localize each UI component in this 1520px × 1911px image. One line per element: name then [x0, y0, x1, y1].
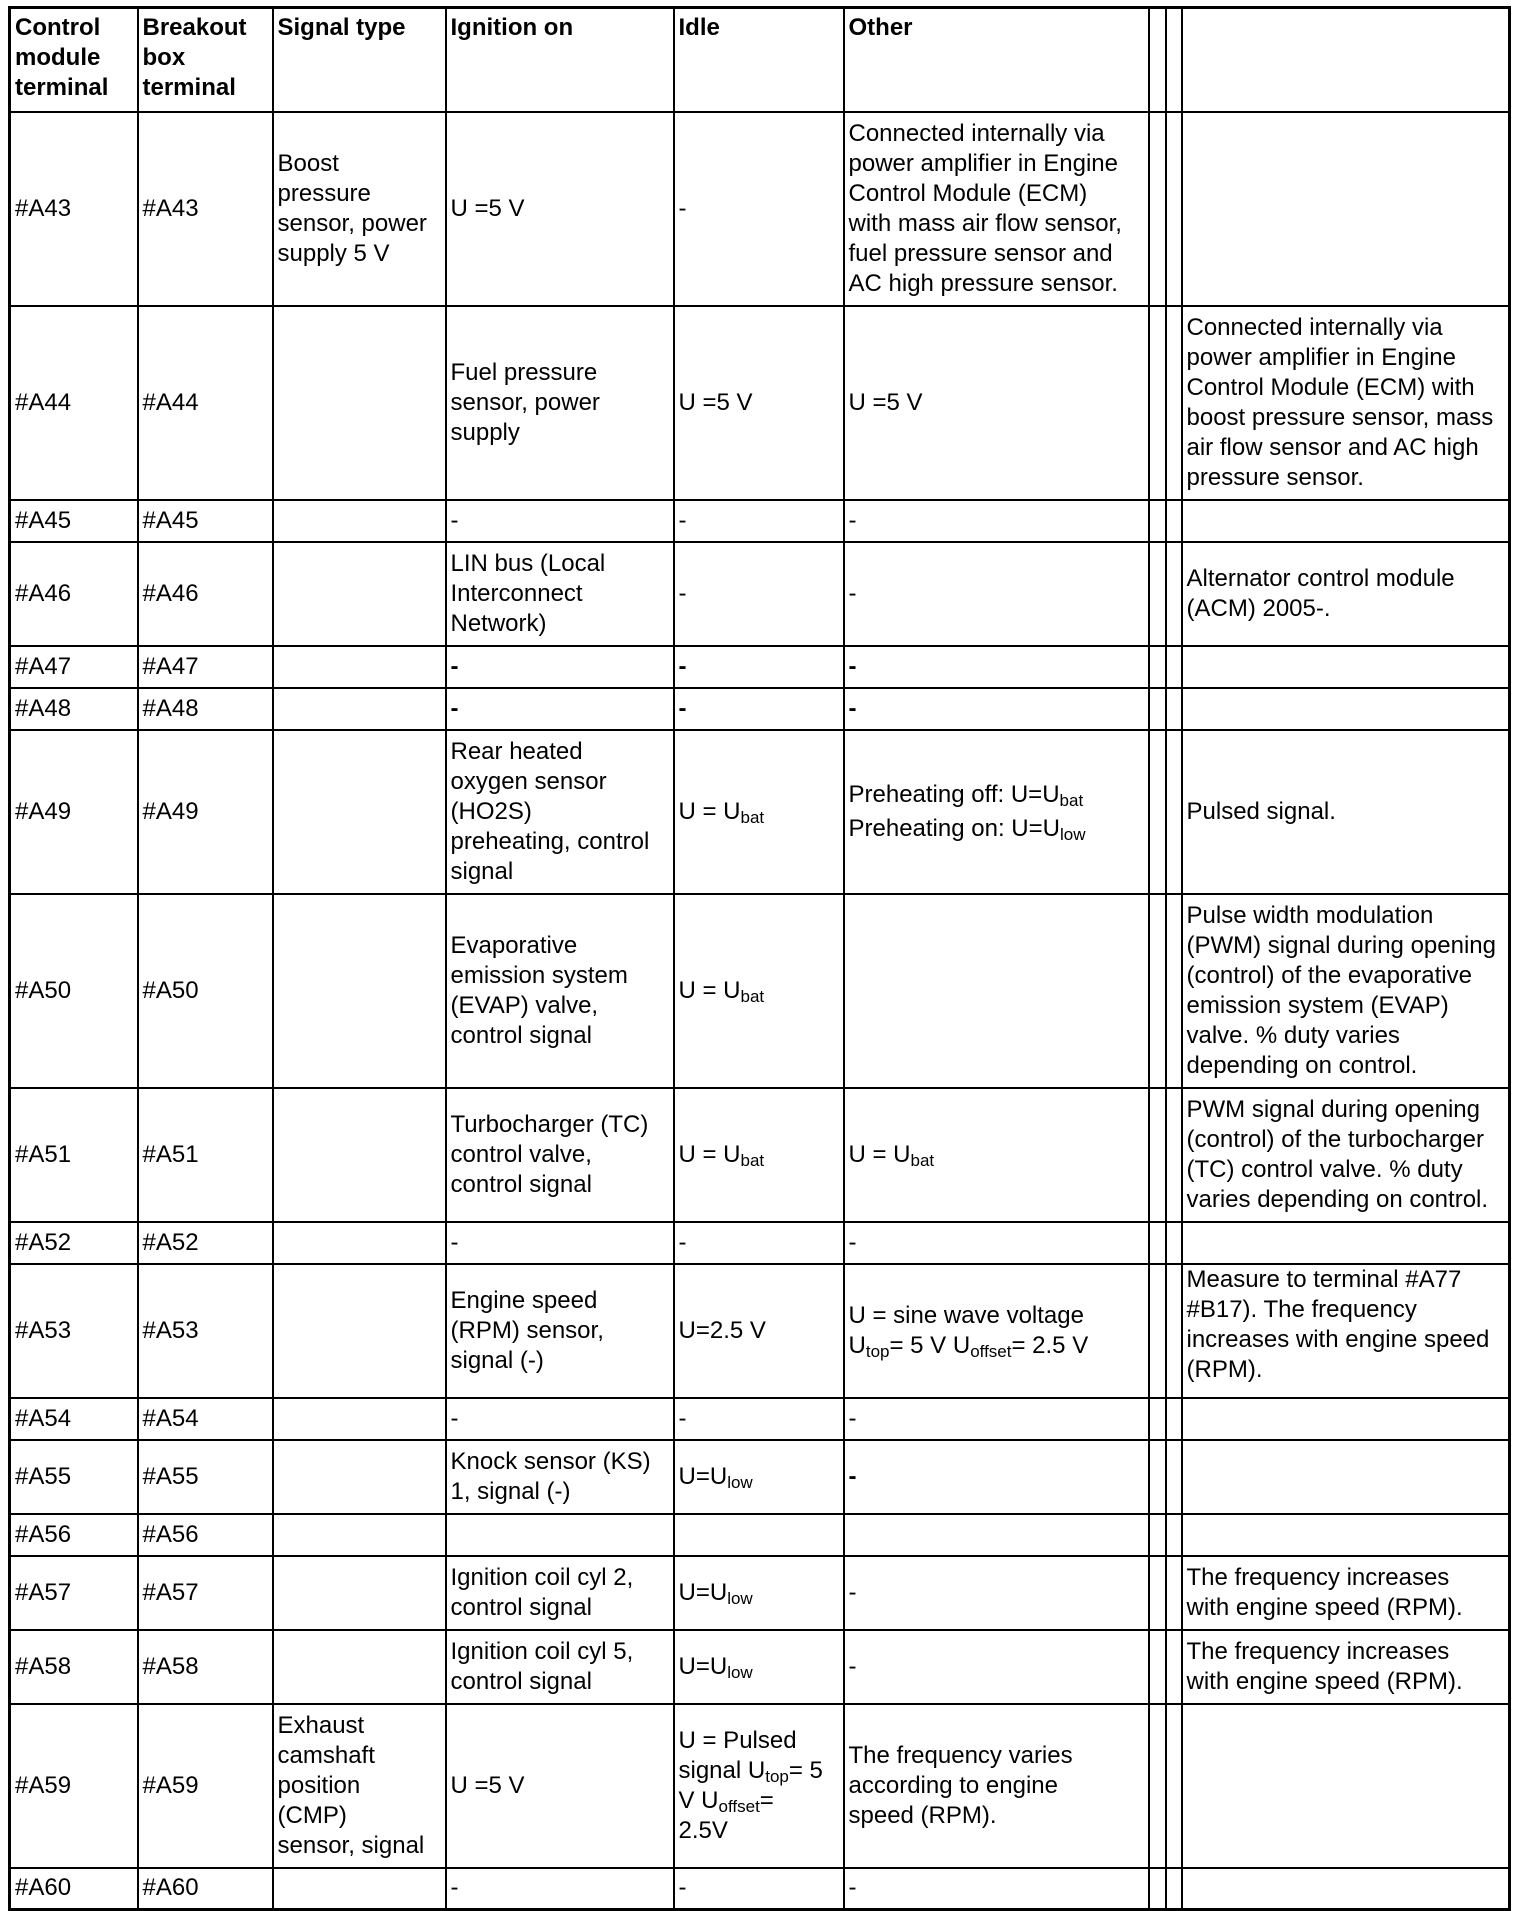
- ignition-on-value: -: [446, 1222, 674, 1264]
- ignition-on-value: -: [446, 1868, 674, 1910]
- ignition-on-value: Rear heated oxygen sensor (HO2S) preheating, control signal: [446, 730, 674, 894]
- control-module-terminal: #A58: [10, 1630, 138, 1704]
- idle-value-subscript: low: [727, 1472, 753, 1492]
- other-value: -: [844, 646, 1149, 688]
- ignition-on-value: Ignition coil cyl 2, control signal: [446, 1556, 674, 1630]
- note-value: [1182, 1868, 1510, 1910]
- header-breakout-box-terminal: Breakout box terminal: [138, 8, 273, 112]
- idle-value-text: U=U: [678, 1462, 728, 1490]
- table-row: [10, 1704, 1510, 1868]
- header-control-module-terminal: Control module terminal: [10, 8, 138, 112]
- signal-type: [273, 730, 446, 894]
- blank-cell: [1166, 1556, 1182, 1630]
- idle-value: U=2.5 V: [674, 1264, 844, 1398]
- breakout-box-terminal: #A47: [138, 646, 273, 688]
- other-line-subscript: top: [865, 1341, 890, 1361]
- control-module-terminal: #A56: [10, 1514, 138, 1556]
- idle-value: -: [674, 646, 844, 688]
- ignition-on-value: Turbocharger (TC) control valve, control signal: [446, 1088, 674, 1222]
- idle-value: [674, 1556, 844, 1630]
- idle-value-text: U = U: [678, 1140, 741, 1168]
- breakout-box-terminal: #A56: [138, 1514, 273, 1556]
- blank-cell: [1149, 500, 1166, 542]
- signal-type: [273, 1556, 446, 1630]
- breakout-box-terminal: #A49: [138, 730, 273, 894]
- blank-cell: [1149, 646, 1166, 688]
- terminal-table-page: [8, 6, 1508, 1902]
- breakout-box-terminal: #A43: [138, 112, 273, 306]
- blank-cell: [1149, 112, 1166, 306]
- ignition-on-value: Engine speed (RPM) sensor, signal (-): [446, 1264, 674, 1398]
- idle-value-subscript: low: [727, 1588, 753, 1608]
- idle-value: [674, 1630, 844, 1704]
- table-row: [10, 542, 1510, 646]
- signal-type: [273, 542, 446, 646]
- note-value: [1182, 1222, 1510, 1264]
- blank-cell: [1149, 1222, 1166, 1264]
- blank-cell: [1166, 1630, 1182, 1704]
- ignition-on-value: -: [446, 646, 674, 688]
- note-value: [1182, 1398, 1510, 1440]
- other-value: [844, 1088, 1149, 1222]
- ignition-on-value: U =5 V: [446, 1704, 674, 1868]
- note-value: The frequency increases with engine speed (RPM).: [1182, 1630, 1510, 1704]
- breakout-box-terminal: #A51: [138, 1088, 273, 1222]
- blank-cell: [1166, 112, 1182, 306]
- ignition-on-value: -: [446, 688, 674, 730]
- idle-value-text: = 5 V U: [678, 1756, 823, 1814]
- idle-value: -: [674, 688, 844, 730]
- blank-cell: [1166, 646, 1182, 688]
- header-row: [10, 8, 1510, 112]
- idle-value: -: [674, 1222, 844, 1264]
- blank-cell: [1149, 1556, 1166, 1630]
- breakout-box-terminal: #A54: [138, 1398, 273, 1440]
- blank-cell: [1149, 1704, 1166, 1868]
- breakout-box-terminal: #A44: [138, 306, 273, 500]
- ignition-on-value: Fuel pressure sensor, power supply: [446, 306, 674, 500]
- control-module-terminal: #A49: [10, 730, 138, 894]
- signal-type: [273, 306, 446, 500]
- control-module-terminal: #A48: [10, 688, 138, 730]
- other-line-text: Preheating on: U=U: [848, 814, 1060, 842]
- blank-cell: [1166, 688, 1182, 730]
- blank-cell: [1166, 730, 1182, 894]
- control-module-terminal: #A43: [10, 112, 138, 306]
- idle-value: [674, 1704, 844, 1868]
- breakout-box-terminal: #A53: [138, 1264, 273, 1398]
- blank-cell: [1149, 730, 1166, 894]
- other-value: -: [844, 1222, 1149, 1264]
- blank-cell: [1166, 542, 1182, 646]
- note-value: [1182, 1704, 1510, 1868]
- control-module-terminal: #A59: [10, 1704, 138, 1868]
- breakout-box-terminal: #A52: [138, 1222, 273, 1264]
- control-module-terminal: #A46: [10, 542, 138, 646]
- blank-cell: [1149, 1398, 1166, 1440]
- control-module-terminal: #A53: [10, 1264, 138, 1398]
- table-row: [10, 1868, 1510, 1910]
- other-line: [849, 814, 1144, 844]
- signal-type: [273, 1088, 446, 1222]
- blank-cell: [1166, 1704, 1182, 1868]
- blank-cell: [1166, 1264, 1182, 1398]
- blank-cell: [1149, 542, 1166, 646]
- note-value: Pulse width modulation (PWM) signal during opening (control) of the evaporative emission system (EVAP) valve. % duty varies depending on control.: [1182, 894, 1510, 1088]
- table-row: [10, 1398, 1510, 1440]
- ignition-on-value: Knock sensor (KS) 1, signal (-): [446, 1440, 674, 1514]
- other-value: -: [844, 688, 1149, 730]
- other-line-text: = 5 V U: [889, 1331, 971, 1359]
- idle-value: [674, 1088, 844, 1222]
- note-value: Alternator control module (ACM) 2005-.: [1182, 542, 1510, 646]
- ignition-on-value: -: [446, 1398, 674, 1440]
- blank-cell: [1166, 1868, 1182, 1910]
- signal-type: [273, 1868, 446, 1910]
- other-value: [844, 730, 1149, 894]
- control-module-terminal: #A45: [10, 500, 138, 542]
- other-line: [849, 1331, 1144, 1361]
- blank-cell: [1166, 1222, 1182, 1264]
- note-value: [1182, 1440, 1510, 1514]
- control-module-terminal: #A55: [10, 1440, 138, 1514]
- header-blank-1: [1149, 8, 1166, 112]
- other-line-text: U: [848, 1331, 866, 1359]
- table-row: [10, 500, 1510, 542]
- other-value-text: U = U: [848, 1140, 911, 1168]
- idle-value-subscript: bat: [740, 1150, 765, 1170]
- ignition-on-value: Ignition coil cyl 5, control signal: [446, 1630, 674, 1704]
- idle-value-subscript: offset: [718, 1796, 760, 1816]
- idle-value: [674, 1440, 844, 1514]
- breakout-box-terminal: #A58: [138, 1630, 273, 1704]
- ignition-on-value: U =5 V: [446, 112, 674, 306]
- blank-cell: [1149, 1088, 1166, 1222]
- idle-value-text: U=U: [678, 1652, 728, 1680]
- note-value: [1182, 646, 1510, 688]
- idle-value: [674, 730, 844, 894]
- note-value: Connected internally via power amplifier in Engine Control Module (ECM) with boost pressure sensor, mass air flow sensor and AC high pressure sensor.: [1182, 306, 1510, 500]
- blank-cell: [1149, 1514, 1166, 1556]
- idle-value: U =5 V: [674, 306, 844, 500]
- terminal-table: [8, 6, 1511, 1911]
- signal-type: [273, 688, 446, 730]
- header-other: Other: [844, 8, 1149, 112]
- blank-cell: [1166, 1398, 1182, 1440]
- signal-type: Exhaust camshaft position (CMP) sensor, signal: [273, 1704, 446, 1868]
- header-signal-type: Signal type: [273, 8, 446, 112]
- header-idle: Idle: [674, 8, 844, 112]
- idle-value: [674, 1514, 844, 1556]
- other-value: -: [844, 500, 1149, 542]
- control-module-terminal: #A47: [10, 646, 138, 688]
- other-value: -: [844, 542, 1149, 646]
- table-row: [10, 1440, 1510, 1514]
- idle-value-text: U=U: [678, 1578, 728, 1606]
- header-ignition-on: Ignition on: [446, 8, 674, 112]
- other-line-subscript: low: [1059, 824, 1086, 844]
- idle-value: -: [674, 1868, 844, 1910]
- signal-type: [273, 1264, 446, 1398]
- breakout-box-terminal: #A46: [138, 542, 273, 646]
- other-value: [844, 1514, 1149, 1556]
- idle-value: -: [674, 1398, 844, 1440]
- table-row: [10, 1556, 1510, 1630]
- other-value: -: [844, 1630, 1149, 1704]
- table-row: [10, 646, 1510, 688]
- signal-type: [273, 1222, 446, 1264]
- note-value: Measure to terminal #A77 #B17). The frequency increases with engine speed (RPM).: [1182, 1264, 1510, 1398]
- blank-cell: [1166, 306, 1182, 500]
- idle-value: -: [674, 542, 844, 646]
- ignition-on-value: [446, 1514, 674, 1556]
- other-value: -: [844, 1556, 1149, 1630]
- header-notes: [1182, 8, 1510, 112]
- signal-type: [273, 500, 446, 542]
- table-row: [10, 306, 1510, 500]
- blank-cell: [1149, 1440, 1166, 1514]
- idle-value-subscript: bat: [740, 807, 765, 827]
- table-row: [10, 730, 1510, 894]
- note-value: The frequency increases with engine speed (RPM).: [1182, 1556, 1510, 1630]
- table-row: [10, 894, 1510, 1088]
- control-module-terminal: #A44: [10, 306, 138, 500]
- idle-value: -: [674, 112, 844, 306]
- other-line: U = sine wave voltage: [848, 1301, 1084, 1329]
- idle-value: [674, 894, 844, 1088]
- blank-cell: [1166, 1440, 1182, 1514]
- blank-cell: [1166, 1088, 1182, 1222]
- note-value: [1182, 112, 1510, 306]
- idle-value-text: U = Pulsed signal U: [678, 1726, 797, 1784]
- other-value: The frequency varies according to engine speed (RPM).: [844, 1704, 1149, 1868]
- signal-type: [273, 1398, 446, 1440]
- control-module-terminal: #A57: [10, 1556, 138, 1630]
- ignition-on-value: Evaporative emission system (EVAP) valve, control signal: [446, 894, 674, 1088]
- other-line-subscript: bat: [1059, 790, 1084, 810]
- signal-type: [273, 894, 446, 1088]
- other-value: -: [844, 1868, 1149, 1910]
- note-value: [1182, 1514, 1510, 1556]
- signal-type: [273, 646, 446, 688]
- control-module-terminal: #A54: [10, 1398, 138, 1440]
- other-value-subscript: bat: [910, 1150, 935, 1170]
- note-value: [1182, 688, 1510, 730]
- ignition-on-value: -: [446, 500, 674, 542]
- breakout-box-terminal: #A45: [138, 500, 273, 542]
- idle-value-text: U = U: [678, 976, 741, 1004]
- table-row: [10, 1088, 1510, 1222]
- other-line-text: = 2.5 V: [1011, 1331, 1089, 1359]
- other-value: U =5 V: [844, 306, 1149, 500]
- other-line: [849, 780, 1144, 810]
- breakout-box-terminal: #A48: [138, 688, 273, 730]
- other-value: Connected internally via power amplifier in Engine Control Module (ECM) with mass air flow sensor, fuel pressure sensor and AC high pressure sensor.: [844, 112, 1149, 306]
- signal-type: [273, 1440, 446, 1514]
- idle-value-text: U = U: [678, 797, 741, 825]
- breakout-box-terminal: #A55: [138, 1440, 273, 1514]
- breakout-box-terminal: #A57: [138, 1556, 273, 1630]
- idle-value: -: [674, 500, 844, 542]
- control-module-terminal: #A51: [10, 1088, 138, 1222]
- blank-cell: [1149, 1868, 1166, 1910]
- blank-cell: [1149, 306, 1166, 500]
- table-row: [10, 112, 1510, 306]
- table-row: [10, 688, 1510, 730]
- control-module-terminal: #A52: [10, 1222, 138, 1264]
- ignition-on-value: LIN bus (Local Interconnect Network): [446, 542, 674, 646]
- control-module-terminal: #A50: [10, 894, 138, 1088]
- blank-cell: [1149, 688, 1166, 730]
- table-row: [10, 1222, 1510, 1264]
- other-line-text: Preheating off: U=U: [848, 780, 1060, 808]
- idle-value-subscript: bat: [740, 986, 765, 1006]
- blank-cell: [1166, 894, 1182, 1088]
- header-blank-2: [1166, 8, 1182, 112]
- idle-value-subscript: top: [765, 1766, 789, 1786]
- note-value: [1182, 500, 1510, 542]
- other-value: [844, 1264, 1149, 1398]
- other-value: -: [844, 1398, 1149, 1440]
- signal-type: [273, 1514, 446, 1556]
- signal-type: [273, 1630, 446, 1704]
- breakout-box-terminal: #A59: [138, 1704, 273, 1868]
- other-value: [844, 894, 1149, 1088]
- other-line-subscript: offset: [970, 1341, 1012, 1361]
- control-module-terminal: #A60: [10, 1868, 138, 1910]
- table-row: [10, 1630, 1510, 1704]
- table-row: [10, 1264, 1510, 1398]
- blank-cell: [1166, 500, 1182, 542]
- breakout-box-terminal: #A50: [138, 894, 273, 1088]
- blank-cell: [1166, 1514, 1182, 1556]
- note-value: Pulsed signal.: [1182, 730, 1510, 894]
- breakout-box-terminal: #A60: [138, 1868, 273, 1910]
- table-row: [10, 1514, 1510, 1556]
- other-value: -: [844, 1440, 1149, 1514]
- signal-type: Boost pressure sensor, power supply 5 V: [273, 112, 446, 306]
- idle-value-subscript: low: [727, 1662, 753, 1682]
- blank-cell: [1149, 894, 1166, 1088]
- blank-cell: [1149, 1264, 1166, 1398]
- blank-cell: [1149, 1630, 1166, 1704]
- note-value: PWM signal during opening (control) of the turbocharger (TC) control valve. % duty varies depending on control.: [1182, 1088, 1510, 1222]
- idle-value-text: = 2.5V: [678, 1786, 774, 1844]
